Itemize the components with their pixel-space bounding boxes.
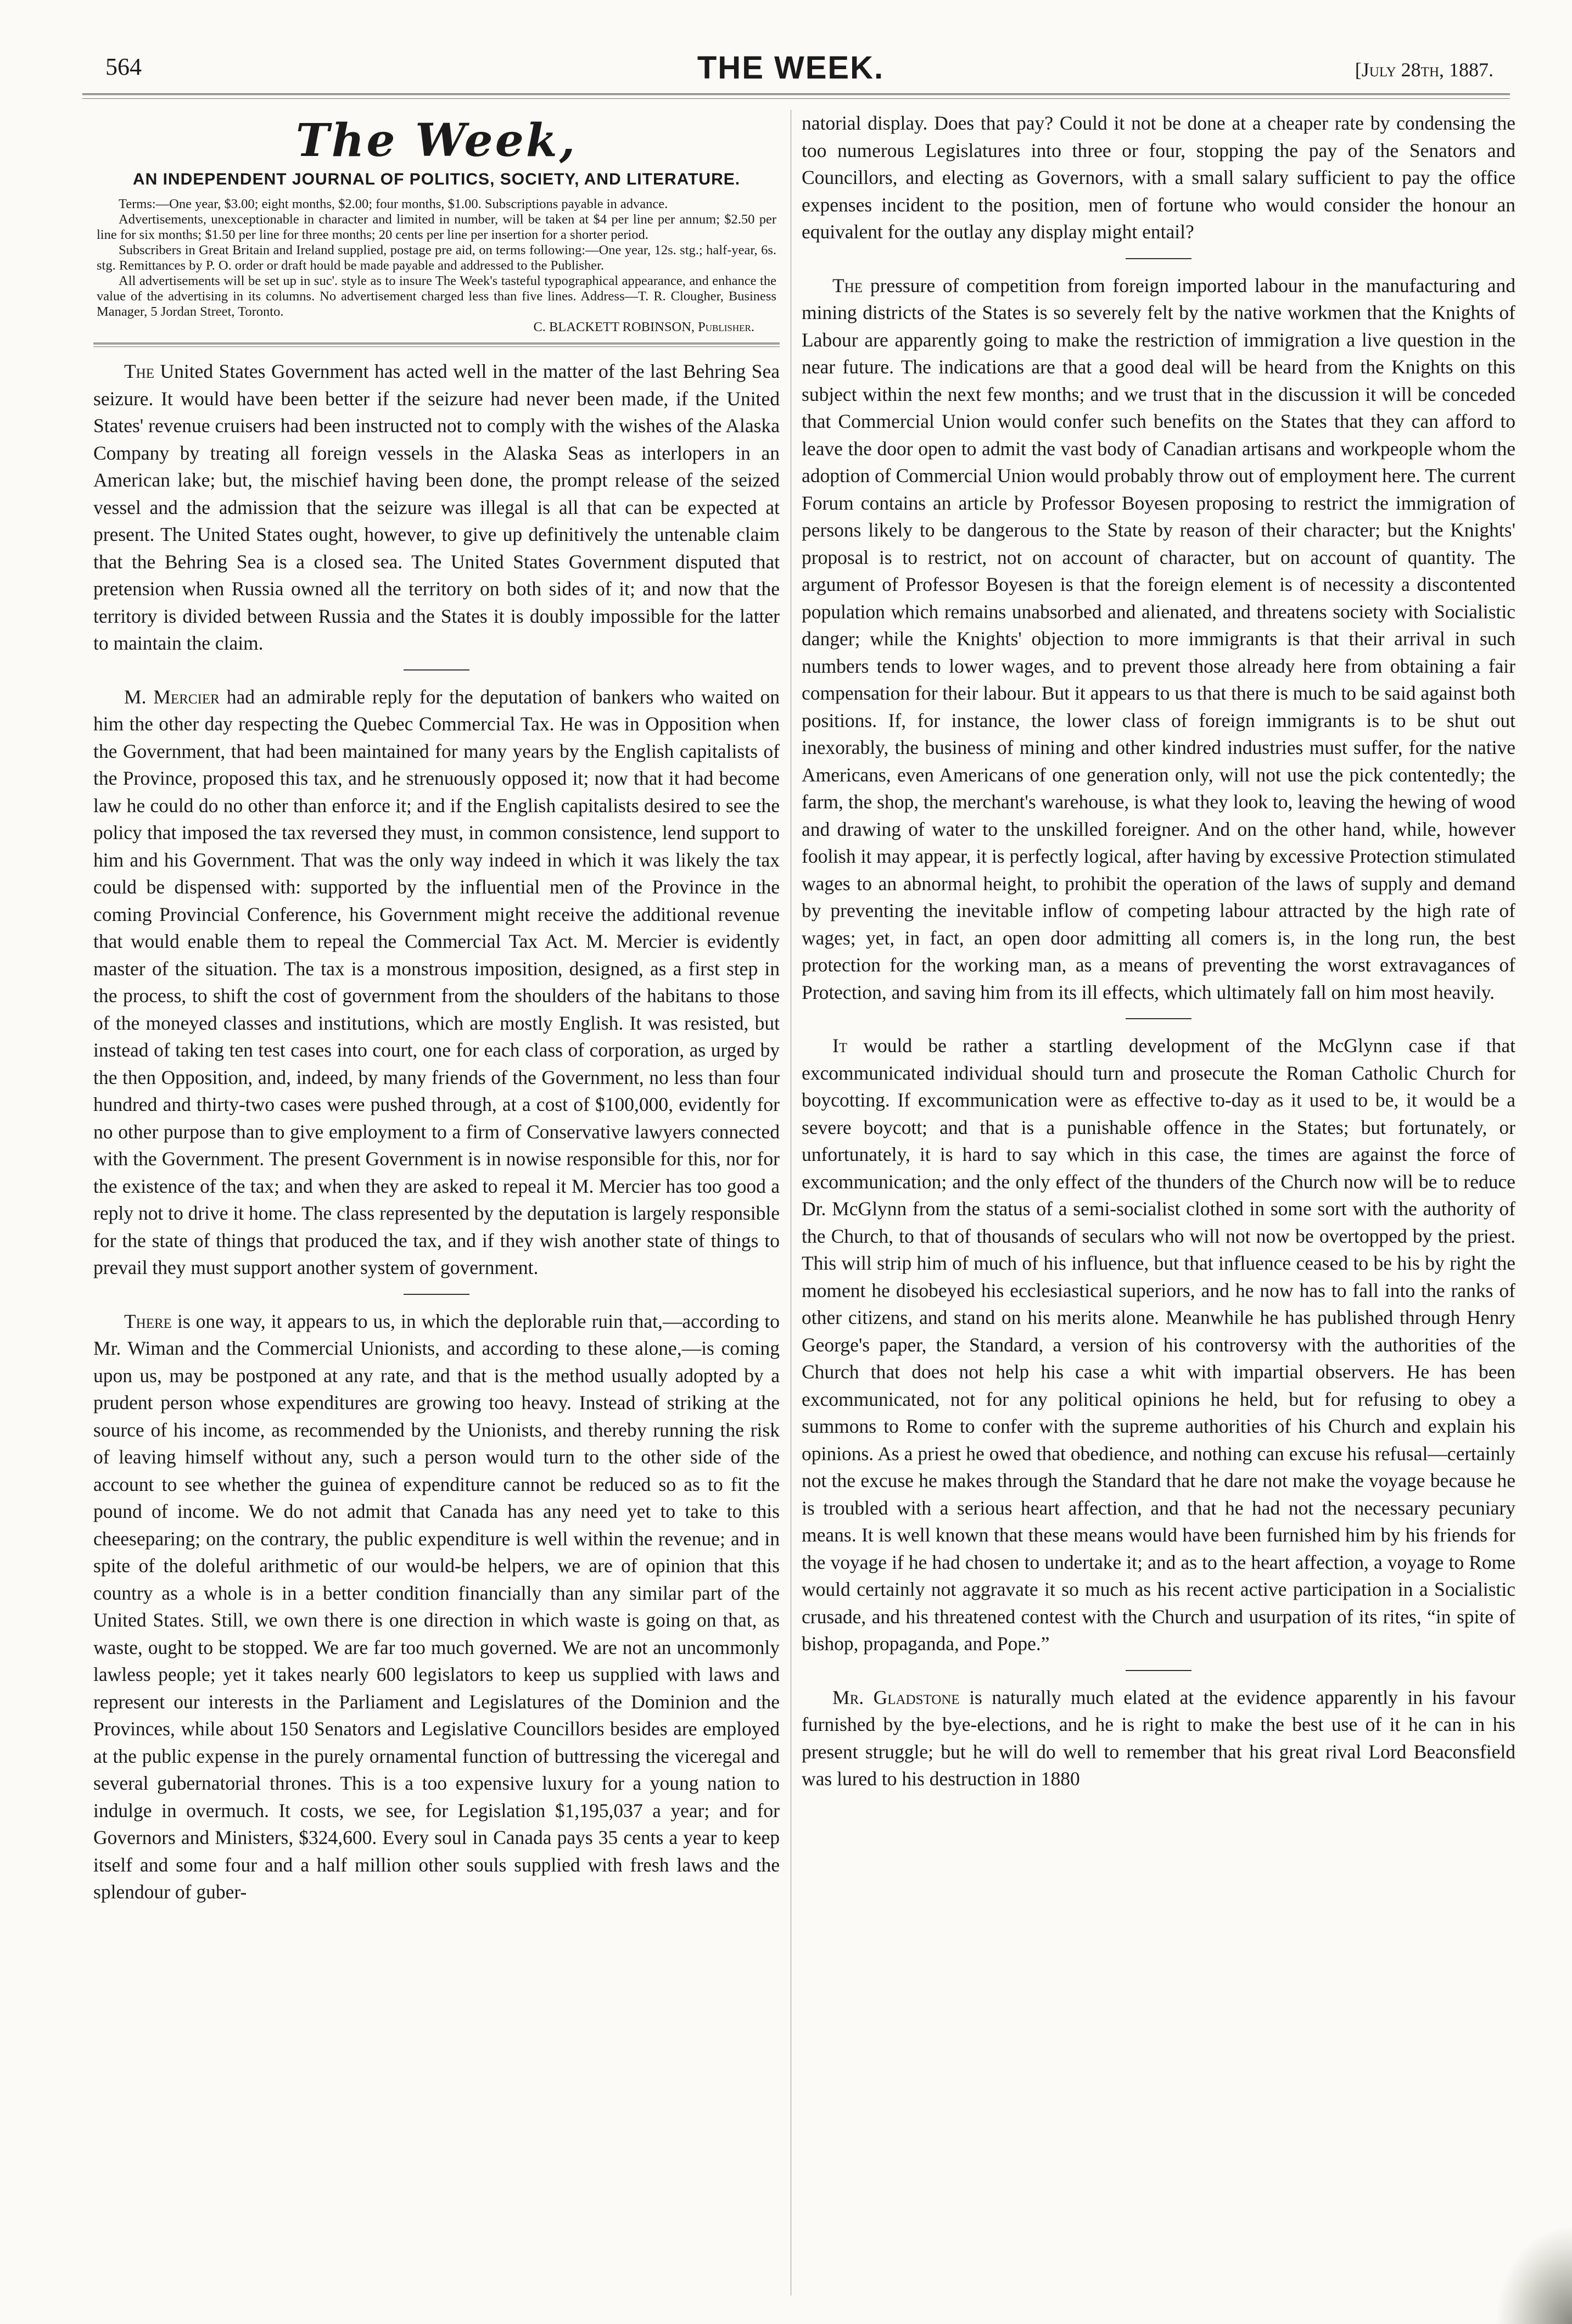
article-paragraph [802, 110, 1515, 246]
masthead-subtitle: AN INDEPENDENT JOURNAL OF POLITICS, SOCIETY, AND LITERATURE. [132, 170, 741, 188]
paragraph-lead: There [124, 1310, 172, 1332]
terms-line: Subscribers in Great Britain and Ireland supplied, postage pre aid, on terms following:—One year, 12s. stg.; half-year, 6s. stg. Remittances by P. O. order or draft hould be made payable and addressed to the Publisher. [97, 243, 776, 273]
terms-line: Terms:—One year, $3.00; eight months, $2.00; four months, $1.00. Subscriptions payable in advance. [119, 197, 668, 211]
paragraph-text: natorial display. Does that pay? Could it not be done at a cheaper rate by condensing the too numerous Legislatures into three or four, stopping the pay of the Senators and Councillors, and electing as Governors, with a small salary sufficient to pay the office expenses incident to the position, men of fortune who would consider the honour an equivalent for the outlay any display might entail? [802, 112, 1515, 243]
section-separator [1126, 258, 1191, 259]
paragraph-lead: The [124, 360, 155, 382]
article-paragraph [93, 1308, 780, 1906]
article-paragraph [802, 1684, 1515, 1793]
paragraph-lead: M. Mercier [124, 685, 220, 708]
paragraph-text: is one way, it appears to us, in which the deplorable ruin that,—according to Mr. Wiman and the Commercial Unionists, and according to these alone,—is coming upon us, may be postponed at any rate, and that is the method usually adopted by a prudent person whose expenditures are growing too heavy. Instead of striking at the source of his income, as recommended by the Unionists, and thereby running the risk of leaving himself without any, such a person would turn to the other side of the account to see whether the guinea of expenditure cannot be reduced so as to fit the pound of income. We do not admit that Canada has any need yet to take to this cheeseparing; on the contrary, the public expenditure is well within the revenue; and in spite of the doleful arithmetic of our would-be helpers, we are of opinion that this country as a whole is in a better condition financially than any similar part of the United States. Still, we own there is one direction in which waste is going on that, as waste, ought to be stopped. We are far too much governed. We are not an uncommonly lawless people; yet it takes nearly 600 legislators to keep us supplied with laws and represent our interests in the Parliament and Legislatures of the Dominion and the Provinces, while about 150 Senators and Legislative Councillors besides are employed at the public expense in the purely ornamental function of buttressing the viceregal and several gubernatorial thrones. This is a too expensive luxury for a young nation to indulge in overmuch. It costs, we see, for Legislation $1,195,037 a year; and for Governors and Ministers, $324,600. Every soul in Canada pays 35 cents a year to keep itself and some four and a half million other souls supplied with fresh laws and the splendour of guber- [93, 1310, 780, 1903]
article-paragraph [802, 272, 1515, 1007]
right-column [802, 110, 1515, 2306]
paragraph-text: had an admirable reply for the deputation of bankers who waited on him the other day respecting the Quebec Commercial Tax. He was in Opposition when the Government, that had been maintained for many years by the English capitalists of the Province, proposed this tax, and he strenuously opposed it; now that it had become law he could do no other than enforce it; and if the English capitalists desired to see the policy that imposed the tax reversed they must, in common consistence, lend support to him and his Government. That was the only way indeed in which it was likely the tax could be dispensed with: supported by the influential men of the Province in the coming Provincial Conference, his Government might receive the additional revenue that would enable them to repeal the Commercial Tax Act. M. Mercier is evidently master of the situation. The tax is a monstrous imposition, designed, as a first step in the process, to shift the cost of government from the shoulders of the habitans to those of the moneyed classes and institutions, which are mostly English. It was resisted, but instead of taking ten test cases into court, one for each class of corporation, as urged by the then Opposition, and, indeed, by many friends of the Government, no less than four hundred and thirty-two cases were pushed through, at a cost of $100,000, evidently for no other purpose than to give employment to a firm of Conservative lawyers connected with the Government. The present Government is in nowise responsible for this, nor for the existence of the tax; and when they are asked to repeal it M. Mercier has too good a reply not to drive it home. The class represented by the deputation is largely responsible for the state of things that produced the tax, and if they wish another state of things to prevail they must support another system of government. [93, 685, 780, 1278]
article-paragraph [93, 684, 780, 1282]
paragraph-lead: Mr. Gladstone [832, 1686, 960, 1708]
header-rule [82, 93, 1510, 99]
masthead-rule [93, 343, 780, 347]
paragraph-text: is naturally much elated at the evidence apparently in his favour furnished by the bye-elections, and he is right to make the best use of it he can in his present struggle; but he will do well to remember that his great rival Lord Beaconsfield was lured to his destruction in 1880 [802, 1686, 1515, 1790]
publisher-signature: C. BLACKETT ROBINSON, Publisher. [533, 320, 754, 334]
section-separator [1126, 1018, 1191, 1019]
masthead [93, 114, 780, 335]
section-separator [404, 1294, 469, 1295]
page-corner-stain [1495, 2225, 1572, 2324]
page-number: 564 [105, 53, 142, 80]
terms-line: Advertisements, unexceptionable in character and limited in number, will be taken at $4 per line per annum; $2.50 per line for six months; $1.50 per line for three months; 20 cents per line per insertion for a shorter period. [97, 212, 776, 242]
paragraph-text: United States Government has acted well in the matter of the last Behring Sea seizure. It would have been better if the seizure had never been made, if the United States' revenue cruisers had been instructed not to comply with the wishes of the Alaska Company by treating all foreign vessels in the Alaska Seas as interlopers in an American lake; but, the mischief having been done, the prompt release of the seized vessel and the admission that the seizure was illegal is all that can be expected at present. The United States ought, however, to give up definitively the untenable claim that the Behring Sea is a closed sea. The United States Government disputed that pretension when Russia owned all the territory on both sides of it; and now that the territory is divided between Russia and the States it is doubly impossible for the latter to maintain the claim. [93, 360, 780, 654]
subscription-terms [97, 197, 776, 335]
section-separator [404, 669, 469, 671]
paragraph-lead: It [832, 1035, 848, 1057]
newspaper-title: THE WEEK. [697, 50, 885, 86]
section-separator [1126, 1670, 1191, 1671]
left-column [93, 110, 780, 2301]
paragraph-text: would be rather a startling development of the McGlynn case if that excommunicated individual should turn and prosecute the Roman Catholic Church for boycotting. If excommunication were as effective to-day as it used to be, it would be a severe boycott; and that is a punishable offence in the States; but fortunately, or unfortunately, it is hard to say which in this case, the times are against the force of excommunication; and the only effect of the thunders of the Church now will be to reduce Dr. McGlynn from the status of a semi-socialist clothed in some sort with the authority of the Church, to that of thousands of seculars who will not now be overtopped by the priest. This will strip him of much of his influence, but that influence ceased to be his by right the moment he disobeyed his ecclesiastical superiors, and he now has to fall into the ranks of other citizens, and stand on his merits alone. Meanwhile he has published through Henry George's paper, the Standard, a version of his controversy with the authorities of the Church that does not help his case a whit with impartial observers. He has been excommunicated, not for any political opinions he held, but for refusing to obey a summons to Rome to confer with the supreme authorities of his Church and explain his opinions. As a priest he owed that obedience, and nothing can excuse his refusal—certainly not the excuse he makes through the Standard that he dare not make the voyage because he is troubled with a serious heart affection, and that he had not the necessary pecuniary means. It is well known that these means would have been furnished him by his friends for the voyage if he had chosen to undertake it; and as to the heart affection, a voyage to Rome would certainly not aggravate it so much as his recent active participation in a Socialistic crusade, and his threatened contest with the Church and usurpation of its rites, “in spite of bishop, propaganda, and Pope.” [802, 1035, 1515, 1655]
paragraph-lead: The [832, 274, 863, 297]
masthead-title: The Week, [295, 114, 578, 167]
page-header [82, 50, 1499, 91]
terms-line: All advertisements will be set up in suc'. style as to insure The Week's tasteful typographical appearance, and enhance the value of the advertising in its columns. No advertisement charged less than five lines. Address—T. R. Clougher, Business Manager, 5 Jordan Street, Toronto. [97, 273, 776, 319]
issue-date: [July 28th, 1887. [1355, 59, 1493, 81]
paragraph-text: pressure of competition from foreign imported labour in the manufacturing and mining districts of the States is so severely felt by the native workmen that the Knights of Labour are apparently going to make the restriction of immigration a live question in the near future. The indications are that a good deal will be heard from the Knights on this subject within the next few months; and we trust that in the discussion it will be conceded that Commercial Union would confer such benefits on the States that they can afford to leave the door open to admit the vast body of Canadian artisans and workpeople whom the adoption of Commercial Union would probably throw out of employment here. The current Forum contains an article by Professor Boyesen proposing to restrict the immigration of persons likely to be dangerous to the State by reason of their character; but the Knights' proposal is to restrict, not on account of character, but on account of quantity. The argument of Professor Boyesen is that the foreign element is of necessity a discontented population which remains unabsorbed and alienated, and threatens society with Socialistic danger; while the Knights' objection to more immigrants is that their arrival in such numbers tends to lower wages, and to prevent those already here from obtaining a fair compensation for their labour. But it appears to us that there is much to be said against both positions. If, for instance, the lower class of foreign immigrants is to be shut out inexorably, the business of mining and other kindred industries must suffer, for the native Americans, even Americans of one generation only, will not use the pick contentedly; the farm, the shop, the merchant's warehouse, is what they look to, leaving the hewing of wood and drawing of water to the unskilled foreigner. And on the other hand, while, however foolish it may appear, it is perfectly logical, after having by excessive Protection stimulated wages to an abnormal height, to prohibit the operation of the laws of supply and demand by preventing the inevitable inflow of competing labour attracted by the high rate of wages; yet, in fact, an open door admitting all comers is, in the long run, the best protection for the working man, as a means of preventing the worst extravagances of Protection, and saving him from its ill effects, which ultimately fall on him most heavily. [802, 274, 1515, 1003]
article-paragraph [802, 1032, 1515, 1658]
article-paragraph [93, 358, 780, 657]
